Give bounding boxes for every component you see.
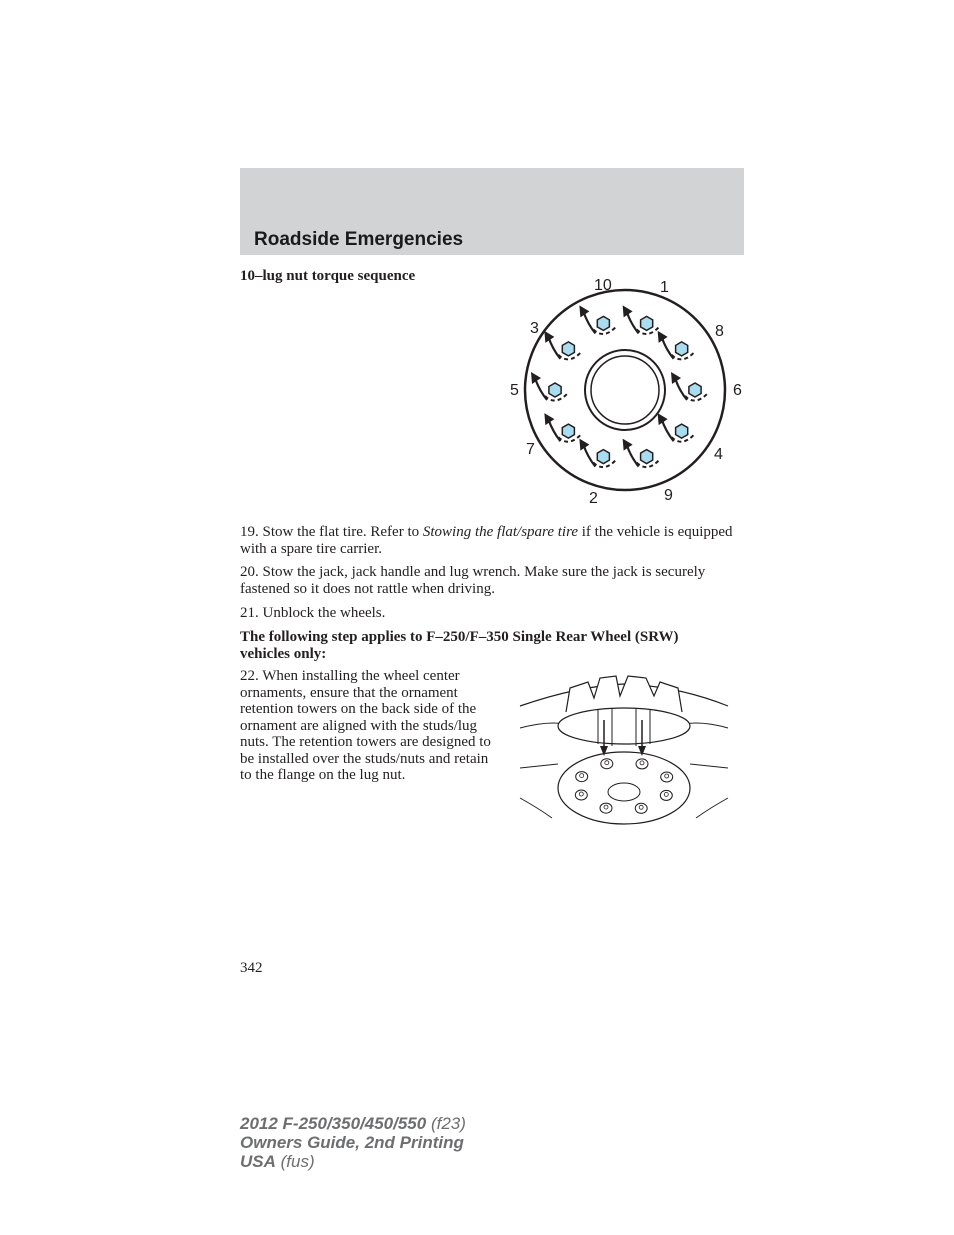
footer-line-1	[240, 1114, 466, 1133]
hex-nut-icon	[562, 342, 574, 356]
lug-label-7: 7	[526, 441, 535, 458]
step-20: 20. Stow the jack, jack handle and lug wrench. Make sure the jack is securely fastened so it does not rattle when driving.	[240, 564, 706, 597]
hub-stud	[580, 774, 584, 778]
hex-nut-icon	[676, 342, 688, 356]
lug-label-8: 8	[715, 323, 724, 340]
lug-label-10: 10	[594, 277, 612, 294]
hex-nut-icon	[549, 383, 561, 397]
wheel-spoke-edge	[696, 798, 728, 818]
hub-stud	[665, 774, 669, 778]
wheel-spoke-edge	[690, 764, 728, 768]
footer-market-code: (fus)	[275, 1152, 315, 1171]
document-footer	[240, 1114, 466, 1171]
wheel-spoke-edge	[520, 764, 558, 768]
wheel-center-bore-inner	[591, 356, 659, 424]
footer-line-3	[240, 1152, 466, 1171]
hub-stud	[664, 792, 668, 796]
hub-stud	[640, 761, 644, 765]
step-22: 22. When installing the wheel center ornaments, ensure that the ornament retention towers on the back side of the ornament are aligned with the studs/lug nuts. The retention towers are designed to be installed over the studs/nuts and retain to the flange on the lug nut.	[240, 668, 491, 783]
hex-nut-icon	[562, 424, 574, 438]
hub-stud	[605, 761, 609, 765]
footer-model-code: (f23)	[426, 1114, 466, 1133]
hub-stud	[604, 805, 608, 809]
footer-line-2: Owners Guide, 2nd Printing	[240, 1133, 464, 1152]
srw-note-heading: The following step applies to F–250/F–350 Single Rear Wheel (SRW) vehicles only:	[240, 629, 679, 662]
lug-label-5: 5	[510, 382, 519, 399]
lug-label-9: 9	[664, 487, 673, 504]
page-number: 342	[240, 960, 263, 976]
hex-nut-icon	[676, 424, 688, 438]
lug-label-6: 6	[733, 382, 742, 399]
footer-model: 2012 F-250/350/450/550	[240, 1114, 427, 1133]
hub-center	[608, 783, 640, 801]
hex-nut-icon	[597, 316, 609, 330]
step-21: 21. Unblock the wheels.	[240, 605, 386, 621]
lug-label-2: 2	[589, 490, 598, 507]
step-19-text-end: if the vehicle is equipped with a spare tire carrier.	[240, 524, 733, 557]
lug-nut-torque-sequence-diagram	[500, 270, 750, 515]
step-19-text-start: 19. Stow the flat tire. Refer to	[240, 524, 423, 540]
center-ornament	[566, 676, 682, 712]
hub-stud	[639, 805, 643, 809]
step-19	[240, 524, 740, 557]
section-header-band	[240, 168, 744, 255]
figure-title-torque-sequence: 10–lug nut torque sequence	[240, 268, 416, 284]
lug-label-3: 3	[530, 320, 539, 337]
footer-market: USA	[240, 1152, 276, 1171]
hex-nut-icon	[641, 316, 653, 330]
hub-stud	[579, 792, 583, 796]
wheel-center-ornament-diagram	[518, 668, 730, 826]
lug-label-4: 4	[714, 446, 723, 463]
wheel-spoke-edge	[520, 798, 552, 818]
section-title: Roadside Emergencies	[254, 229, 464, 250]
hex-nut-icon	[689, 383, 701, 397]
hex-nut-icon	[641, 450, 653, 464]
ornament-rim	[558, 708, 690, 744]
step-19-reference-link[interactable]: Stowing the flat/spare tire	[422, 524, 579, 540]
lug-label-1: 1	[660, 279, 669, 296]
hex-nut-icon	[597, 450, 609, 464]
